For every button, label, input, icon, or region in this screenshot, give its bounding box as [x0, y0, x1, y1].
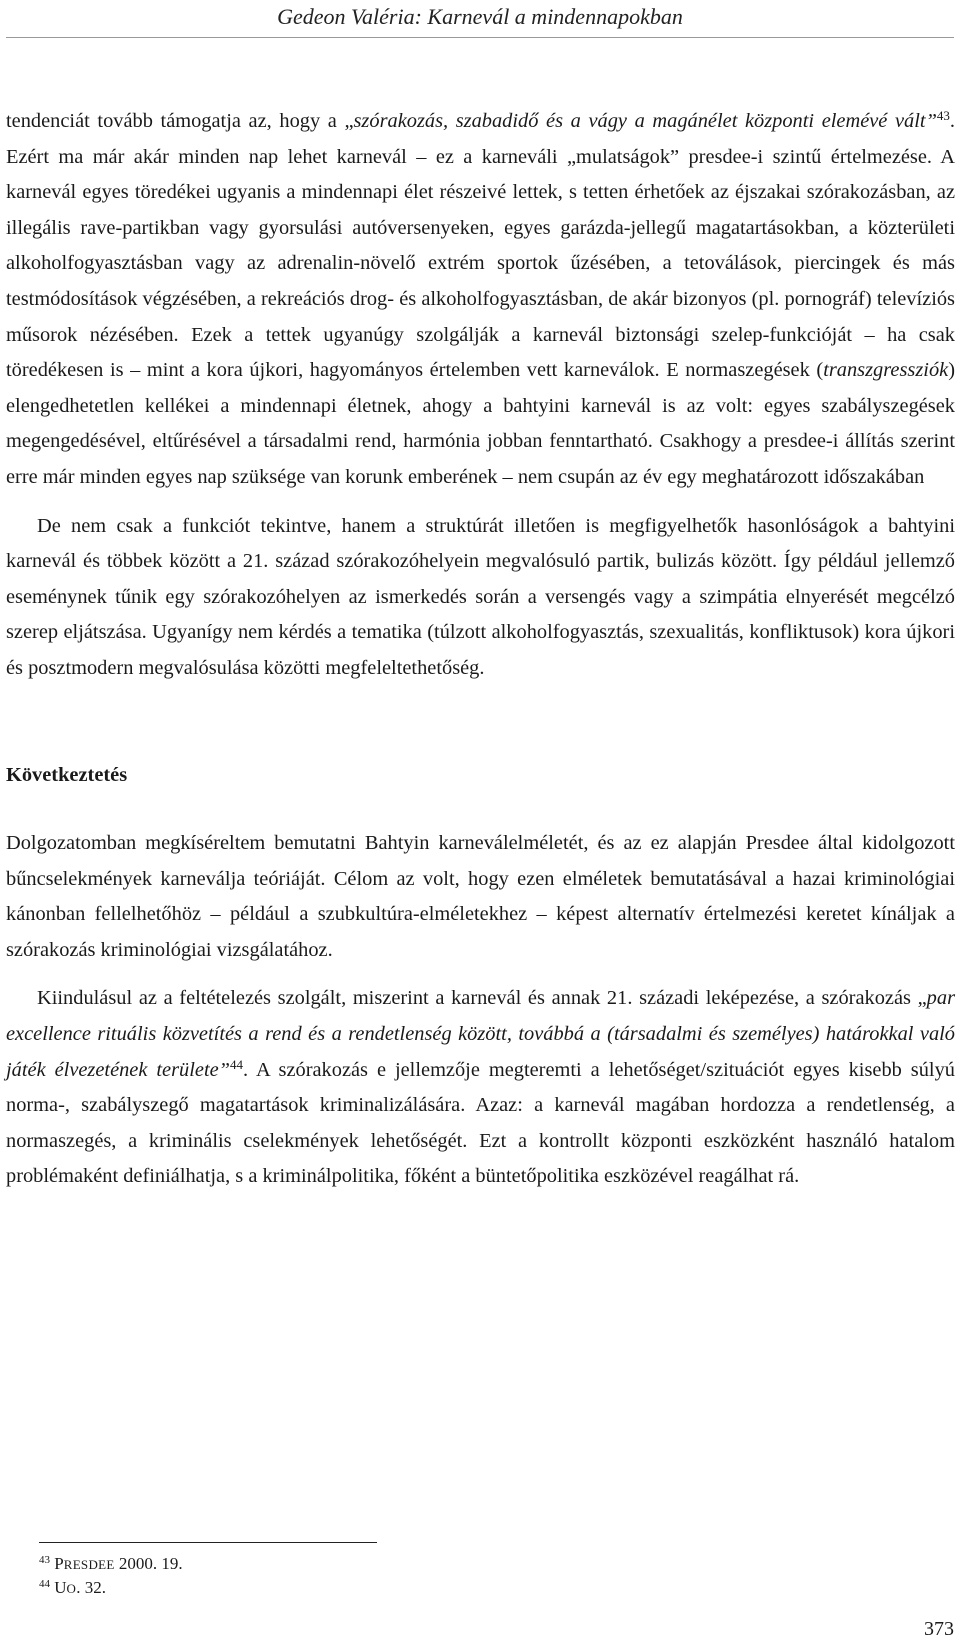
footnote-divider [39, 1542, 377, 1543]
footnotes [39, 1552, 183, 1600]
page-number: 373 [924, 1618, 954, 1640]
footnote-author-initial: P [54, 1554, 64, 1573]
footnote-44 [39, 1576, 183, 1600]
term-italic: transzgressziók [823, 359, 949, 382]
footnote-author-rest: RESDEE [63, 1557, 115, 1572]
paragraph-1-text-c: ) elengedhetetlen kellékei a mindennapi életnek, ahogy a bahtyini karnevál is az volt: egyes szabályszegések megengedésével, eltűrésével a társadalmi rend, harmónia jobban fenntartható. Csakhogy a presdee-i állítás szerint erre már minden egyes nap szüksége van korunk emberének – nem csupán az év egy meghatározott időszakában [6, 359, 955, 488]
body-text [6, 104, 955, 1195]
quote-close-2: ” [218, 1058, 231, 1081]
header-divider [6, 37, 954, 38]
footnote-citation: . 32. [76, 1578, 106, 1597]
paragraph-1 [6, 104, 955, 496]
paragraph-1-text-b: . Ezért ma már akár minden nap lehet karnevál – ez a karneváli „mulatságok” presdee-i szintű értelmezése. A karnevál egyes töredékei ugyanis a mindennapi élet részeivé lettek, s tetten érhetőek az éjszakai szórakozásban, az illegális rave-partikban vagy gyorsulási autóversenyeken, egyes garázda-jellegű magatartásokban, a közterületi alkoholfogyasztásban vagy az adrenalin-növelő extrém sportok űzésében, a tetoválások, piercingek és más testmódosítások végzésében, a rekreációs drog- és alkoholfogyasztásban, de akár bizonyos (pl. pornográf) televíziós műsorok nézésében. Ezek a tettek ugyanúgy szolgálják a karnevál biztonsági szelep-funkcióját – ha csak töredékesen is – mint a kora újkori, hagyományos értelemben vett karneválok. E normaszegések ( [6, 110, 956, 382]
paragraph-1-text-a: tendenciát tovább támogatja az, hogy a „ [6, 110, 354, 132]
quote-close: ” [925, 110, 937, 132]
paragraph-3: Dolgozatomban megkíséreltem bemutatni Bahtyin karneválelméletét, és az ez alapján Presdee által kidolgozott bűncselekmények karneválja teóriáját. Célom az volt, hogy ezen elméletek bemutatásával a hazai kriminológiai kánonban fellelhetőhöz – például a szubkultúra-elméletekhez – képest alternatív értelmezési keretet kínáljak a szórakozás kriminológiai vizsgálatához. [6, 832, 955, 961]
paragraph-4 [6, 981, 955, 1195]
quote-italic: szórakozás, szabadidő és a vágy a magánélet központi elemévé vált [353, 110, 926, 132]
footnote-ref-43[interactable]: 43 [936, 108, 950, 123]
paragraph-2: De nem csak a funkciót tekintve, hanem a struktúrát illetően is megfigyelhetők hasonlóságok a bahtyini karnevál és többek között a 21. század szórakozóhelyein megvalósuló partik, bulizás között. Így például jellemző eseménynek tűnik egy szórakozóhelyen az ismerkedés során a versengés vagy a szimpátia elnyerését megcélzó szerep eljátszása. Ugyanígy nem kérdés a tematika (túlzott alkoholfogyasztás, szexualitás, konfliktusok) kora újkori és posztmodern megvalósulása közötti megfeleltethetőség. [6, 514, 955, 679]
quote-italic-2: par excellence rituális közvetítés a rend és a rendetlenség között, továbbá a (társadalmi és személyes) határokkal való játék élvezetének területe [6, 987, 955, 1081]
paragraph-4-text-b: . A szórakozás e jellemzője megteremti a lehetőséget/szituációt egyes kisebb súlyú norma-, szabályszegő magatartások kriminalizálására. Azaz: a karnevál magában hordozza a rendetlenség, a normaszegés, a kriminális cselekmények lehetőségét. Ezt a kontrollt központi eszközként használó hatalom problémaként definiálhatja, s a kriminálpolitika, főként a büntetőpolitika eszközével reagálhat rá. [6, 1058, 955, 1188]
footnote-43 [39, 1552, 183, 1576]
footnote-author-initial: U [54, 1578, 67, 1597]
paragraph-4-text-a: Kiindulásul az a feltételezés szolgált, miszerint a karnevál és annak 21. századi leképezése, a szórakozás „ [37, 987, 927, 1010]
footnote-ref-44[interactable]: 44 [230, 1056, 244, 1072]
footnote-citation: 2000. 19. [114, 1554, 183, 1573]
running-header: Gedeon Valéria: Karnevál a mindennapokban [277, 4, 683, 29]
footnote-number: 43 [39, 1554, 50, 1566]
footnote-author-rest: O [66, 1581, 77, 1596]
section-heading: Következtetés [6, 763, 128, 786]
footnote-number: 44 [39, 1578, 50, 1590]
